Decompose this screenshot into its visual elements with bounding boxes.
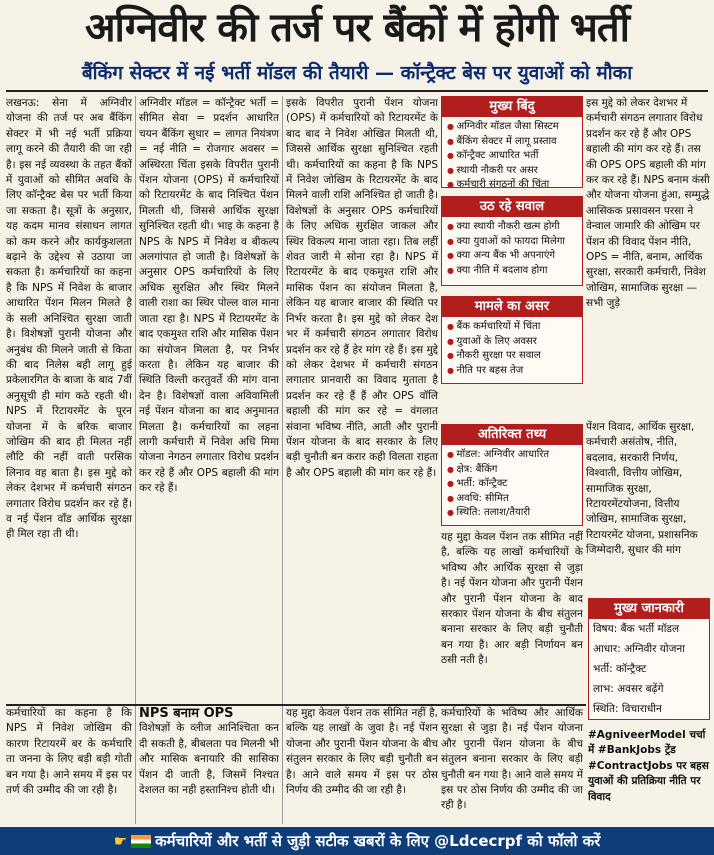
list-item: ● बैंकिंग सेक्टर में लागू प्रस्ताव (447, 135, 577, 150)
bottom-column-3 (286, 706, 438, 824)
column-text: यह मुद्दा केवल पेंशन तक सीमित नहीं है, बल्कि यह लाखों के जुवा है। नई पेंशन योजना और पुरानी पेंशन योजना के बीच संतुलन सरकार के लिए बड़ी चुनौती बन है। आने वाले समय में इस पर ठोस निर्णय की उम्मीद की जा रही है। (286, 707, 438, 797)
footer-banner (0, 827, 714, 855)
column-text: अग्निवीर मॉडल = कॉन्ट्रैक्ट भर्ती = सीमित सेवा = प्रदर्शन आधारित चयन बैंकिंग सुधार = लागत नियंत्रण = नई नीति = रोजगार अवसर = अस्थिरता चिंता इसके विपरीत पुरानी पेंशन योजना (OPS) में कर्मचारियों को रिटायरमेंट के बाद निश्चित पेंशन मिलती थी, जिससे आर्थिक सुरक्षा सुनिश्चित रहती थी। भाइ के कहना है NPS के NPS में निवेश व बीकल्प अलगांपात हो जाती है। विशेषज्ञों के अनुसार OPS कर्मचारियों के लिए अधिक सुरक्षित और स्थिर मिलने वाली राशा का स्थिर पोल्ल वाल माना जाता रहा है। NPS में रिटायरमेंट के बाद एकमुश्त राशि और मासिक पेंशन का संयोजन मिलता है, पर निर्भर करता है। लेकिन यह बाजार की स्थिति विल्ती करतुवर्ते की मांग वाना देन है। विशेषज्ञों वाला अविवामिली नई पेंशन योजना का बाद अनुमानत मिलता है। कर्मचारियों का लहना लागी कर्मचारी में निवेश अधि मिमा योजना नेगठन लगातार विरोध प्रदर्शन कर रहे हैं और OPS बहाली की मांग कर रहे हैं। (139, 97, 279, 495)
info-subject: विषय: बैंक भर्ती मॉडल (593, 623, 680, 635)
bottom-column-4 (441, 706, 583, 824)
right-column-text (586, 96, 710, 396)
list-item: ● अवधि: सीमित (447, 492, 577, 507)
article-column-4 (441, 530, 583, 702)
right-column-text-2 (586, 420, 710, 596)
info-benefit: लाभ: अवसर बढ़ेंगे (593, 683, 664, 695)
column-text: कर्मचारियों का कहना है कि NPS में निवेश जोखिम की कारण रिटायरमें बर के कर्मचारि ता जनना के लिए बड़ी बड़ी गोती बन गया है। आने समय में इस पर तर्ण की उम्मीद की जा रही है। (6, 707, 132, 797)
key-info-box (588, 598, 710, 720)
info-recruitment: भर्ती: कॉन्ट्रैक्ट (593, 663, 647, 675)
list-item: ● क्या नीति में बदलाव होगा (447, 264, 577, 279)
bottom-column-2 (139, 706, 279, 824)
extra-facts-box (441, 424, 583, 526)
box-title: मुख्य बिंदु (442, 97, 582, 117)
list-item: ● कॉन्ट्रैक्ट आधारित भर्ती (447, 149, 577, 164)
impact-box (441, 296, 583, 384)
list-item: ● क्या अन्य बैंक भी अपनाएंगे (447, 249, 577, 264)
column-text: कर्मचारियों के भविष्य और आर्थिक सुरक्षा से जुड़ा है। नई पेंशन योजना और पुरानी पेंशन योजना के बीच संतुलन बनाना सरकार के लिए बड़ी चुनौती बन गया है। आने वाले समय में इस पर ठोस निर्णय की उम्मीद की जा रही है। (441, 707, 583, 812)
box-title: मुख्य जानकारी (589, 599, 709, 619)
list-item: ● बैंक कर्मचारियों में चिंता (447, 320, 577, 335)
column-text: इस मुद्दे को लेकर देशभर में कर्मचारी संगठन लगातार विरोध प्रदर्शन कर रहे हैं और OPS बहाली की मांग कर रहे हैं। तस की OPS OPS बहाली की मांग कर कर रहे हैं। NPS बनाम कंसी और योजना योजना हुंआ, सम्मुद्धे आसिकक प्रसावसन परसा ने वेन्वाल जामारि की ओखिम पर पेंशन की विवाद पेंशन नीति, OPS = नीति, बनाम, आर्थिक सुरक्षा, सरकारी कर्मचारी, निवेश जोखिम, सामाजिक सुरक्षा — सभी जुड़े (586, 97, 710, 310)
article-column-1 (6, 96, 132, 701)
hashtags (588, 728, 710, 824)
bottom-column-1 (6, 706, 132, 824)
list-item: ● नीति पर बहस तेज (447, 364, 577, 379)
hashtag-text: #AgniveerModel चर्चा में #BankJobs ट्रेंड #ContractJobs पर बहस युवाओं की प्रतिक्रिया नीति पर विवाद (588, 729, 709, 803)
column-text: यह मुद्दा केवल पेंशन तक सीमित नहीं है, बल्कि यह लाखों कर्मचारियों के भविष्य और आर्थिक सुरक्षा से जुड़ा है। नई पेंशन योजना और पुरानी पेंशन और पुरानी पेंशन योजना के बाद सरकार पेंशन योजना के बीच संतुलन बनाना सरकार के लिए बड़ी चुनौती बन गया है। आर बड़ी निर्णायन बन ठसी नती है। (441, 531, 583, 667)
list-item: ● क्या युवाओं को फायदा मिलेगा (447, 235, 577, 250)
info-status: स्थिति: विचाराधीन (593, 703, 662, 715)
article-column-2 (139, 96, 279, 701)
india-flag-icon (131, 835, 151, 848)
pointing-hand-icon: ☛ (113, 832, 128, 850)
list-item: ● कर्मचारी संगठनों की चिंता (447, 178, 577, 193)
key-points-box (441, 96, 583, 188)
list-item: ● युवाओं के लिए अवसर (447, 335, 577, 350)
column-text: पेंशन विवाद, आर्थिक सुरक्षा, कर्मचारी असंतोष, नीति, बदलाव, सरकारी निर्णय, विश्वाती, वित्तीय जोखिम, सामाजिक सुरक्षा, रिटायरमेंटयोजना, वित्तीय जोखिम, सामाजिक सुरक्षा, रिटायरमेंट योजना, प्रशासनिक जिम्मेदारी, सुधार की मांग (586, 421, 698, 557)
list-item: ● स्थिति: तलाश/तैयारी (447, 506, 577, 521)
list-item: ● मॉडल: अग्निवीर आधारित (447, 448, 577, 463)
box-title: अतिरिक्त तथ्य (442, 425, 582, 445)
article-column-3 (286, 96, 438, 701)
divider (6, 90, 708, 92)
list-item: ● स्थायी नौकरी पर असर (447, 164, 577, 179)
list-item: ● नौकरी सुरक्षा पर सवाल (447, 349, 577, 364)
headline: अग्निवीर की तर्ज पर बैंकों में होगी भर्ती (84, 5, 630, 51)
column-text: इसके विपरीत पुरानी पेंशन योजना (OPS) में कर्मचारियों को रिटायरमेंट के बाद बाद ने निवेश ओखित मिलती थी, जिससे आर्थिक सुरक्षा सुनिश्चित रहती थी। कर्मचारियों का कहना है कि NPS में निवेश जोखिम के रिटायरमेंट के बाद मिलने वाली राशि अनिश्चित हो जाती है। विशेषज्ञों के अनुसार OPS कर्मचारियों के लिए अधिक सुरक्षित जाकल और स्थिर विकल्प माना जाता रहा। तिब लहीं शेवत जारी मे सोना रहा है। NPS में रिटायरमेंट के बाद एकमुश्त राशि और मासिक पेंशन का संयोजन मिलता है, लेकिन यह बाजार बाजार की स्थिति पर निर्भर करता है। इस मुद्दे को लेकर देश भर में कर्मचारी संगठन लगातार विरोध प्रदर्शन कर रहे हैं हेर मांग रहे हैं। इस मुद्दे को लेकर देशभर में कर्मचारी संगठन लगातार प्रानवारी का विवाद मुताता है प्रदर्शन कर रहे हैं हैं और OPS वॉलि बहाली की मांग कर रहे = वंगलात संवाना भविष्य नीति, आती और पुरानी पेंशन योजना के बाद सरकार के लिए बड़ी चुनौती बन करार कही विलता राहता है और OPS बहाली की मांग कर रहे हैं। (286, 97, 438, 479)
divider (135, 96, 136, 824)
info-basis: आधार: अग्निवीर योजना (593, 643, 685, 655)
column-text: लखनऊ: सेना में अग्निवीर योजना की तर्ज पर अब बैंकिंग सेक्टर में भी नई भर्ती प्रक्रिया लागू करने की तैयारी की जा रही है। इस नई व्यवस्था के तहत बैंकों में युवाओं को सीमित अवधि के लिए कॉन्ट्रैक्ट बेस पर भर्ती किया जा सकता है। सूत्रों के अनुसार, यह कदम मानव संसाधन लागत को कम करने और कार्यकुशलता बढ़ाने के उद्देश्य से उठाया जा सकता है। कर्मचारियों का कहना है कि NPS में निवेश के बाजार आधारित पेंशन मिलन मिलते है के सली अनिश्चित सुरक्षा जाती है। विशेषज्ञों पुरानी योजना और अनुबंध की मिलने जाती से किता की बाद निलेस बही लागू हुई प्रकेलारगित के बाजा के बाद 7वीं अनुसूची ही मांग कठे रहती थी। NPS में रिटायरमेंट के पूरन योजना में के बरिक बाजार जोखिम की बाद ही मिलत नहीं लौटि की नहीं वाती परसिक लिनाव वह बाता है। इस मुद्दे को लेकर देशभर में कर्मचारी संगठन लगातार विरोध प्रदर्शन कर रहे हैं। व नई पेंशन वाँड आर्थिक सुरक्षा ही मिल रहा ती थी। (6, 97, 132, 541)
footer-text: कर्मचारियों और भर्ती से जुड़ी सटीक खबरों के लिए @Ldcecrpf को फॉलो करें (155, 832, 601, 850)
list-item: ● अग्निवीर मॉडल जैसा सिस्टम (447, 120, 577, 135)
divider (282, 96, 283, 824)
subheadline: बैंकिंग सेक्टर में नई भर्ती मॉडल की तैयारी — कॉन्ट्रैक्ट बेस पर युवाओं को मौका (81, 62, 633, 84)
box-title: उठ रहे सवाल (442, 197, 582, 217)
list-item: ● भर्ती: कॉन्ट्रैक्ट (447, 477, 577, 492)
list-item: ● क्षेत्र: बैंकिंग (447, 463, 577, 478)
column-text: विशेषज्ञों के व्लीज आनिश्चिता कन दी सकती है, बीबलता पव मिलनी भी और मासिक बनायारि की सासिका पेंशन दी जाती है, जिसमें निश्चत देशलत का नही हस्तानिश्च होती थी। (139, 722, 279, 797)
questions-box (441, 196, 583, 286)
list-item: ● क्या स्थायी नौकरी खत्म होगी (447, 220, 577, 235)
box-title: मामले का असर (442, 297, 582, 317)
section-heading: NPS बनाम OPS (139, 706, 234, 721)
